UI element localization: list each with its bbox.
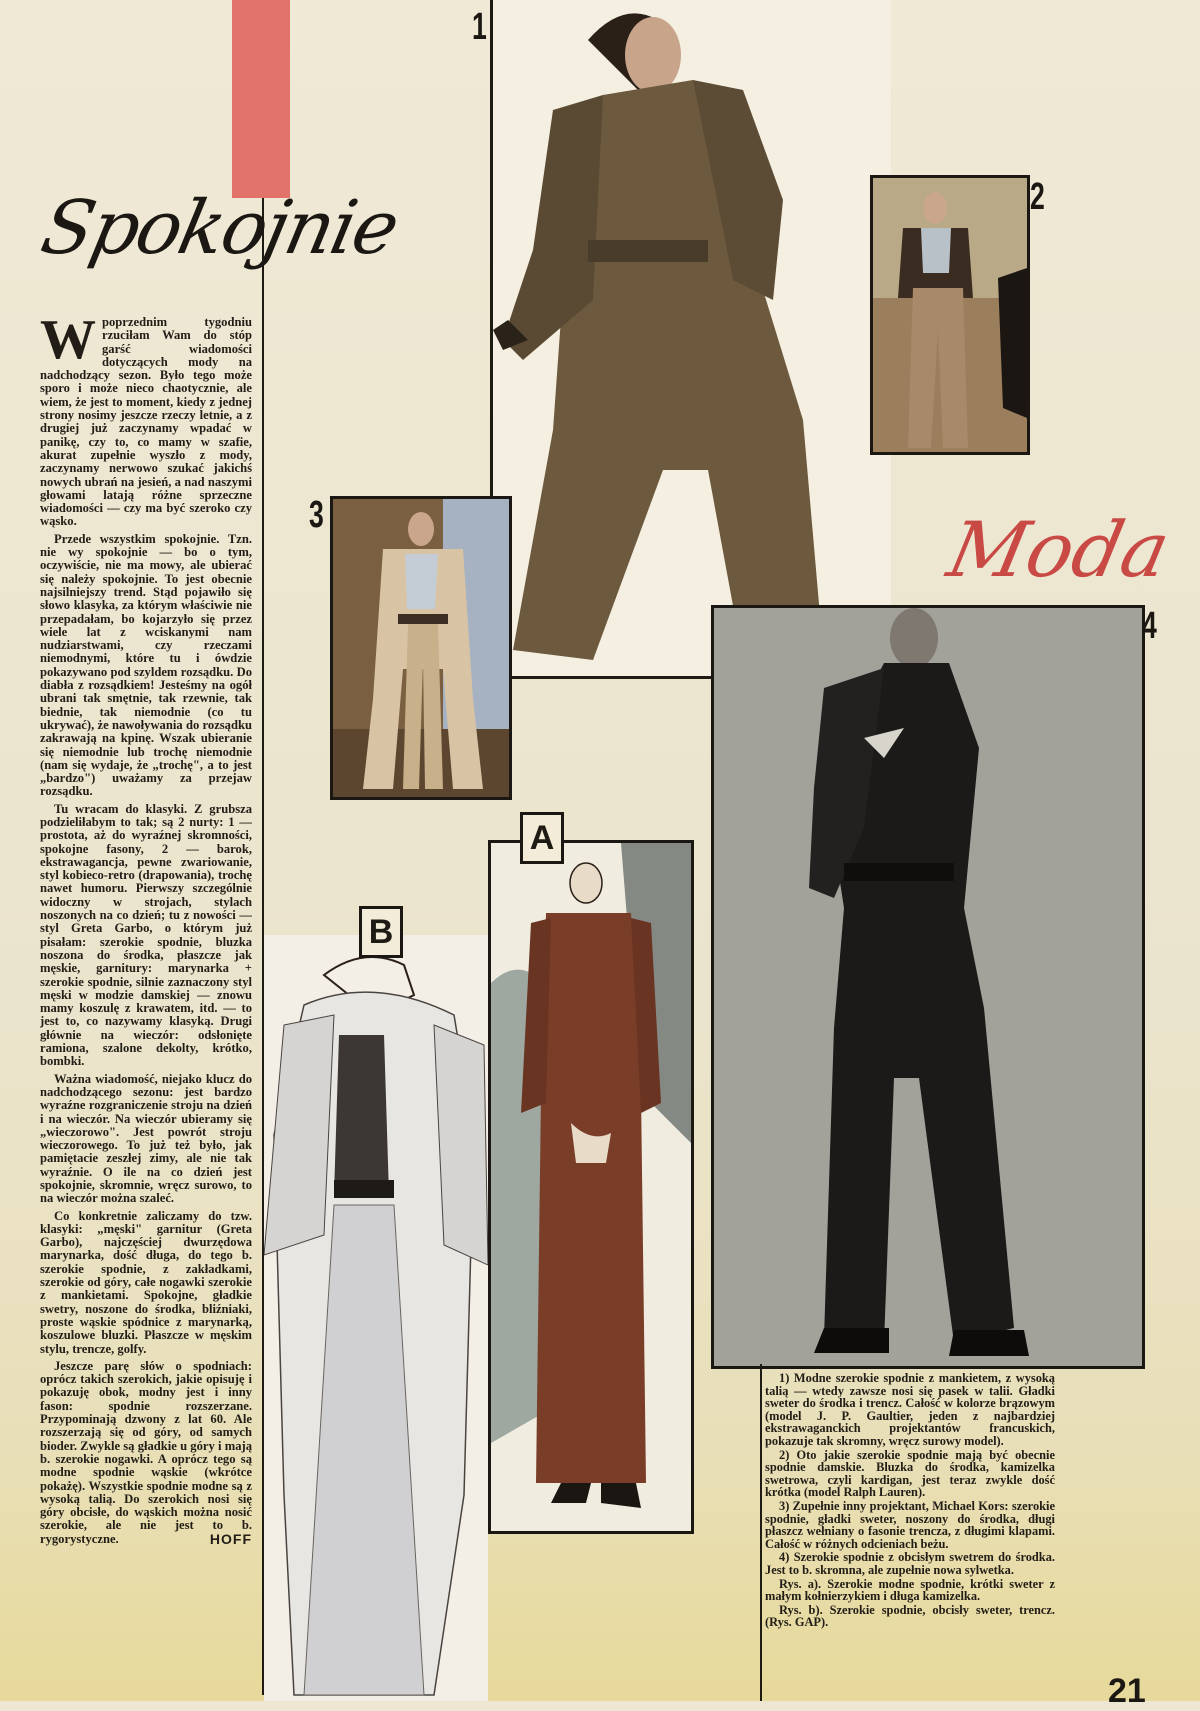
caption: 1) Modne szerokie spodnie z mankietem, z wysoką talią — wtedy zawsze nosi się pasek w talii. Gładki sweter do środka i trencz. Całość w kolorze brązowym (model J. P. Gaultier, jeden z najbardziej ekstrawaganckich projektantów francuskich, pokazuje tak skromny, wręcz surowy model).: [765, 1372, 1055, 1448]
photo-2: [870, 175, 1030, 455]
article-paragraph: Co konkretnie zaliczamy do tzw. klasyki: „męski" garnitur (Greta Garbo), najczęściej dwurzędowa marynarka, dość długa, do tego b. szerokie spodnie, z zakładkami, szerokie od góry, całe nogawki szerokie z mankietami. Spokojne, gładkie swetry, noszone do środka, bliźniaki, proste wąskie spódnice z marynarką, koszulowe bluzki. Płaszcze w męskim stylu, trencze, golfy.: [40, 1208, 252, 1356]
article-paragraph: poprzednim tygodniu rzuciłam Wam do stóp garść wiadomości dotyczących mody na nadchodzący sezon. Było tego może sporo i może nieco chaotycznie, ale wiem, że jest to moment, kiedy z jednej strony nosimy jeszcze rzeczy letnie, a z drugiej już zaczynamy wpadać w panikę, czy to, co mamy w szafie, akurat zupełnie wyszło z mody, zaczynamy nerwowo szukać jakichś nowych ubrań na jesień, a nad naszymi głowami latają różne sprzeczne wiadomości — czy ma być szeroko czy wąsko.: [40, 316, 252, 529]
drawing-a-image: [491, 843, 691, 1531]
article-paragraph: Przede wszystkim spokojnie. Tzn. nie wy spokojnie — bo o tym, oczywiście, nie ma mowy, ale ubierać się należy spokojnie. To jest obecnie najsilniejszy trend. Stąd pojawiło się słowo klasyka, za którym właściwie nie przepadałam, bo kojarzyło się przez wiele lat z wciskanymi nam nudziarstwami, czy rzeczami niemodnymi, które tu i ówdzie pokazywano pod szyldem rozsądku. Do diabła z rozsądkiem! Jesteśmy na ogół ubrani tak smętnie, tak rzewnie, tak biednie, tak niemodnie (co tu ukrywać), że nawoływania do rozsądku zakrawają na kpinę. Wszak ubieranie się niemodnie lub trochę niemodnie (nam się wydaje, że „trochę", a to jest „bardzo") uważamy za przejaw rozsądku.: [40, 531, 252, 799]
section-title: Moda: [940, 505, 1178, 594]
article-heading: Spokojnie: [34, 185, 405, 271]
article-paragraph: [40, 1360, 252, 1546]
photo-3: [330, 496, 512, 800]
photo-3-image: [333, 499, 509, 797]
accent-bar: [232, 0, 290, 198]
caption: 4) Szerokie spodnie z obcisłym swetrem do środka. Jest to b. skromna, ale zupełnie nowa sylwetka.: [765, 1550, 1055, 1577]
article-paragraph-text: Jeszcze parę słów o spodniach: oprócz takich szerokich, jakie opisuję i pokazuję obok, modny jest i inny fason: spodnie rozszerzane. Przypominają dzwony z lat 60. Ale rozszerzają się od góry, od samych bioder. Zwykle są gładkie u góry i mają b. szerokie nogawki. A oprócz tego są modne spodnie wąskie (wkrótce pokażę). Wszystkie spodnie modne są z wysoką talią. Do szerokich nosi się góry obcisłe, do wąskich można nosić szerokie, ale nie jest to b. rygorystyczne.: [40, 1358, 252, 1546]
caption: Rys. b). Szerokie spodnie, obcisły sweter, trencz. (Rys. GAP).: [765, 1602, 1055, 1630]
photo-2-image: [873, 178, 1027, 452]
photo-4-image: [714, 608, 1142, 1366]
author-signature: HOFF: [209, 1530, 252, 1547]
photo-2-number: 2: [1030, 176, 1045, 218]
article-paragraph: Ważna wiadomość, niejako klucz do nadchodzącego sezonu: jest bardzo wyraźne rozgraniczenie stroju na dzień i na wieczór. Na wieczór ubieramy się „wieczorowo". Jest powrót stroju wieczorowego. To już też było, jak pamiętacie zeszłej zimy, ale nie tak wyraźnie. O ile na co dzień jest spokojnie, skromnie, wręcz surowo, to na wieczór można szaleć.: [40, 1071, 252, 1206]
photo-4-number: 4: [1142, 605, 1157, 647]
photo-1-image: [493, 0, 891, 676]
caption: Rys. a). Szerokie modne spodnie, krótki sweter z małym kołnierzykiem i długa kamizelka.: [765, 1576, 1055, 1604]
drawing-b-label: B: [359, 906, 403, 958]
photo-4: [711, 605, 1145, 1369]
photo-1: [493, 0, 891, 676]
dropcap: W: [40, 316, 96, 371]
caption: 2) Oto jakie szerokie spodnie mają być obecnie spodnie damskie. Bluzka do środka, kamizelka swetrowa, czyli kardigan, jest teraz zwykle dość krótka (model Ralph Lauren).: [765, 1447, 1055, 1500]
photo-captions: [765, 1372, 1055, 1690]
caption: 3) Zupełnie inny projektant, Michael Kors: szerokie spodnie, gładki sweter, noszony do środka, długi płaszcz wełniany o fasonie trencza, z długimi klapami. Całość w różnych odcieniach beżu.: [765, 1498, 1055, 1551]
page-number: 21: [1108, 1672, 1146, 1710]
article-paragraph: Tu wracam do klasyki. Z grubsza podzieliłabym to tak; są 2 nurty: 1 — prostota, aż do wyraźnej skromności, spokojne fasony, 2 — barok, ekstrawagancja, pewne zwariowanie, styl kobieco-retro (drapowania), trochę nawet humoru. Pierwszy szczególnie widoczny w strojach, stylach noszonych na co dzień; tu z nowości — styl Greta Garbo, o którym już pisałam: szerokie spodnie, bluzka noszona do środka, płaszcze jak męskie, garnitury: marynarka + szerokie spodnie, silnie zaznaczony styl męski w modzie damskiej — znowu mamy koszulę z krawatem, itd. — to jest to, co nazywamy klasyką. Drugi głównie na wieczór: odsłonięte ramiona, szalone dekolty, krótko, bombki.: [40, 801, 252, 1069]
drawing-b: [264, 935, 488, 1701]
frame-rule: [490, 676, 715, 679]
drawing-a: [488, 840, 694, 1534]
captions-frame: [760, 1364, 762, 1701]
drawing-a-label: A: [520, 812, 564, 864]
photo-3-number: 3: [309, 494, 324, 536]
article-body: [40, 316, 252, 1686]
drawing-b-image: [264, 935, 488, 1701]
photo-1-number: 1: [472, 6, 487, 48]
